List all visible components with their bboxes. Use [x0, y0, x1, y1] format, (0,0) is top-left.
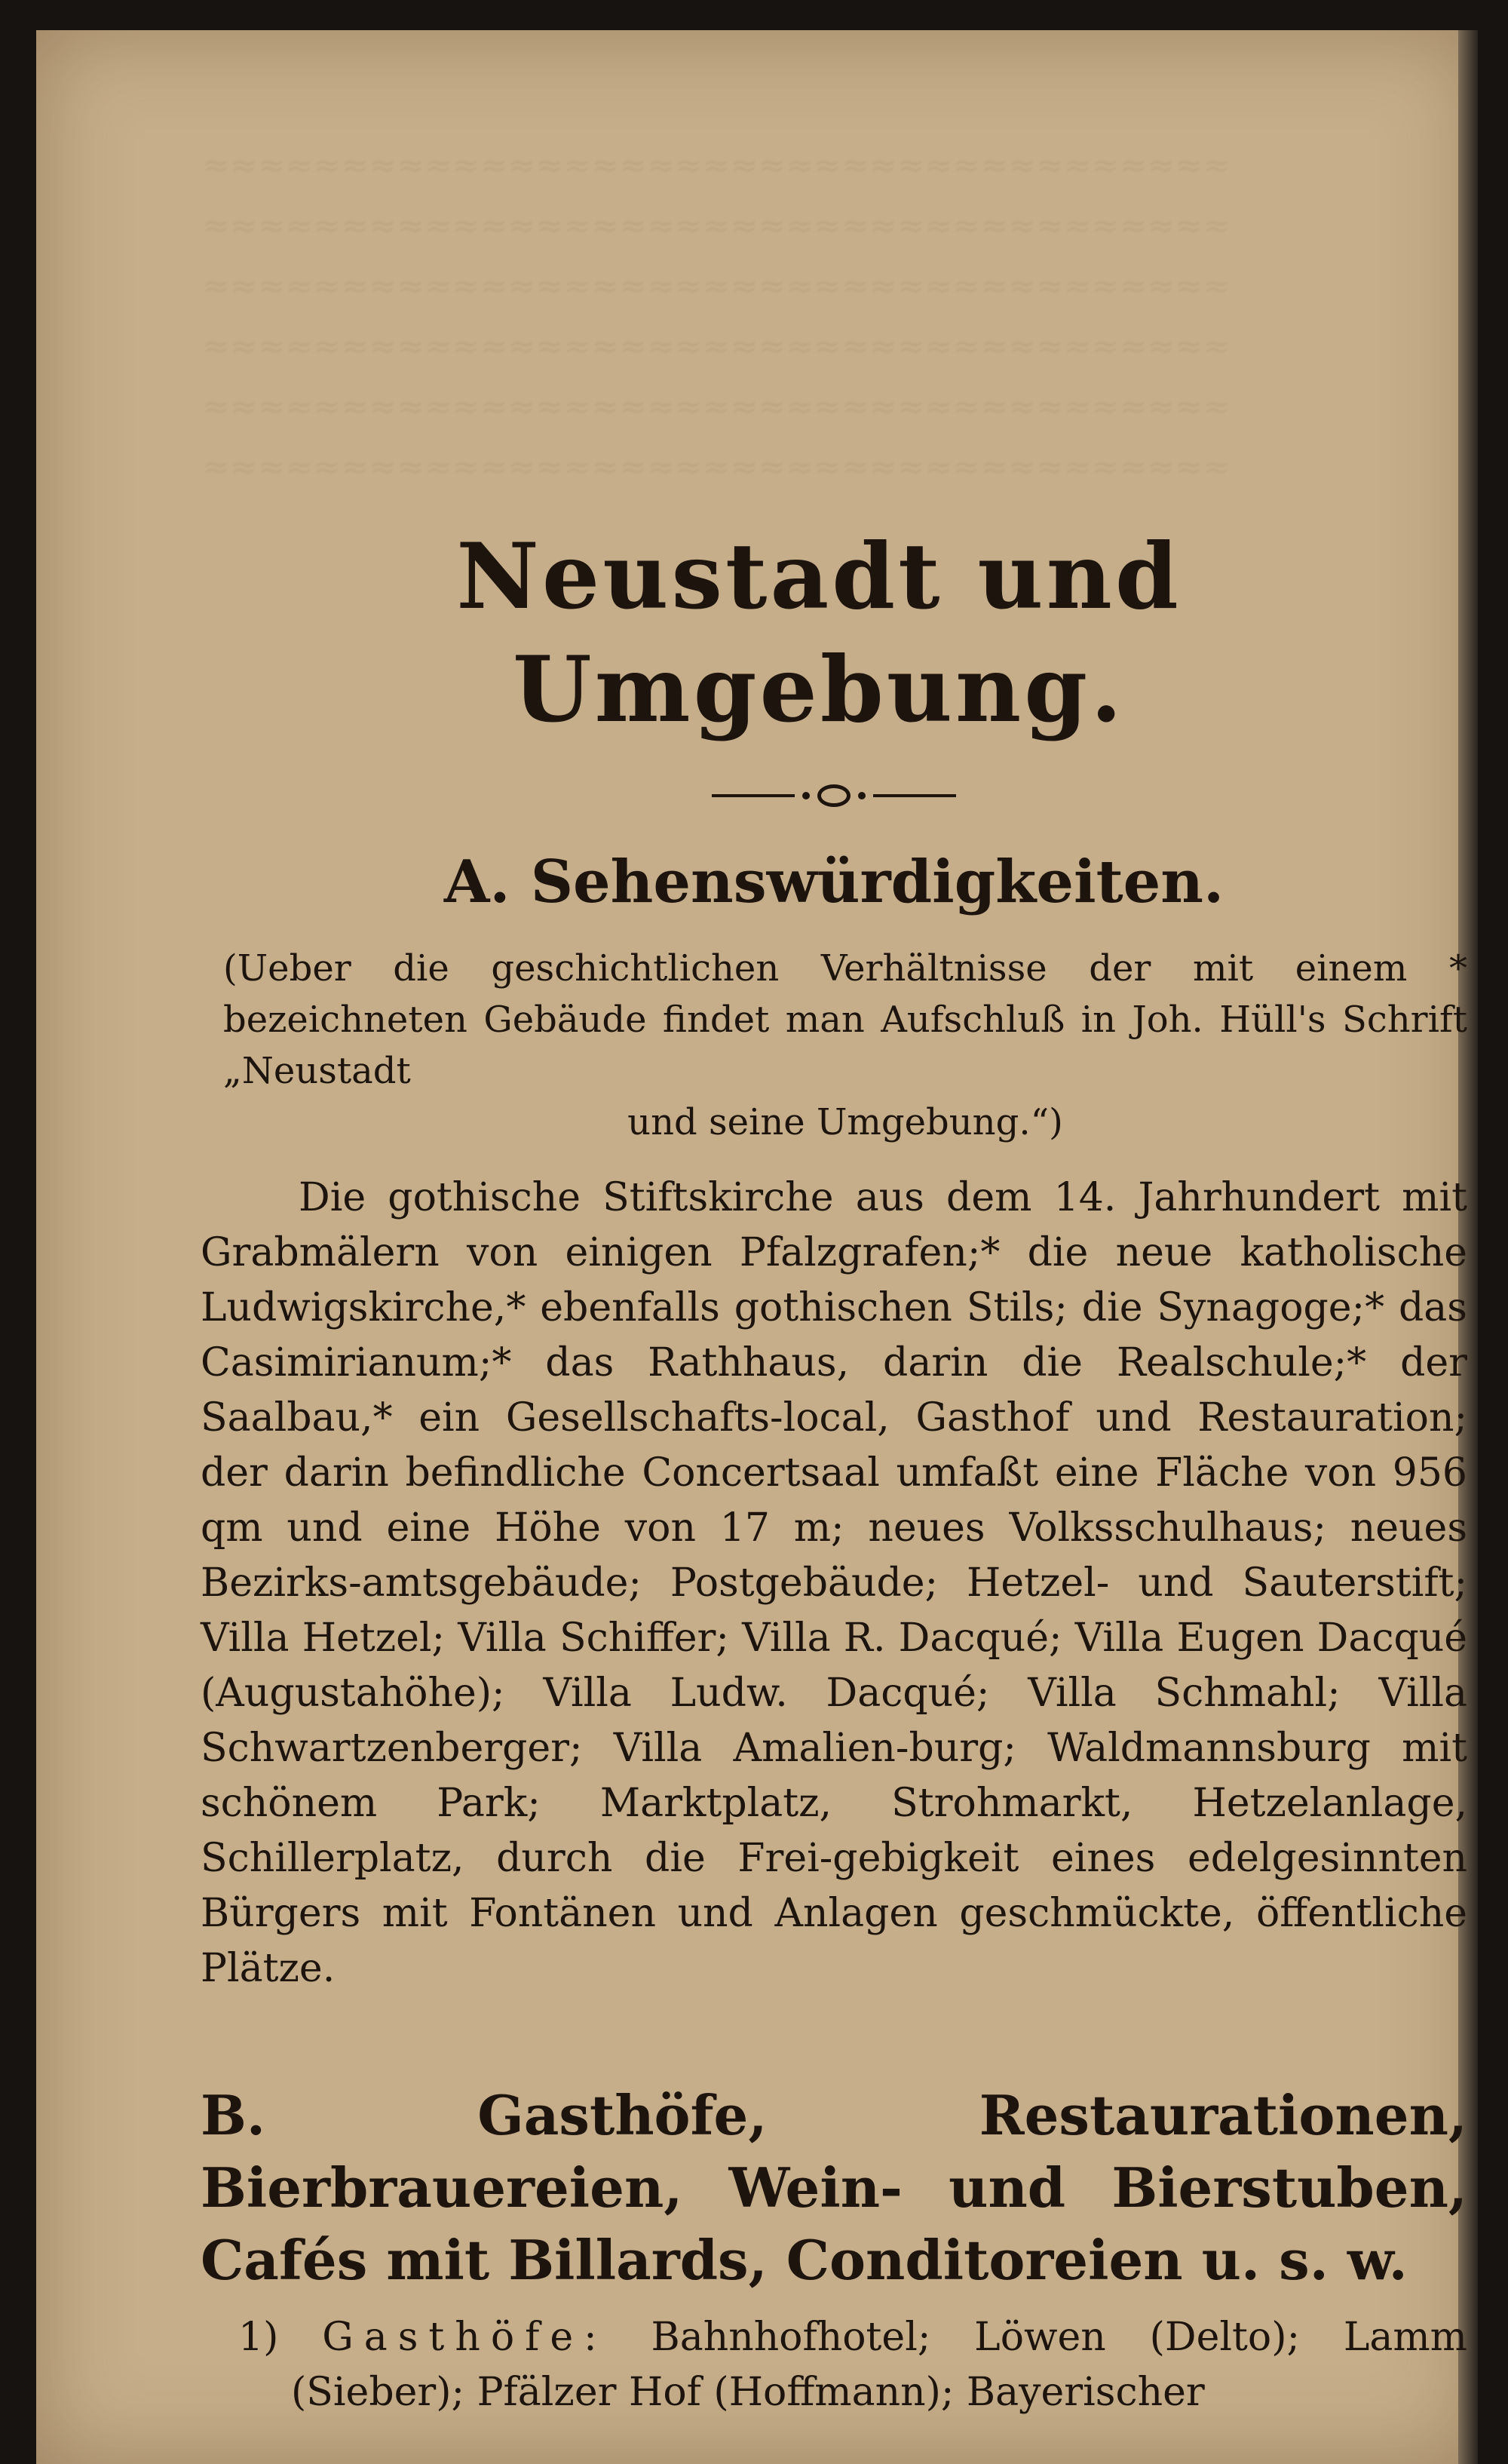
ornament-line-right: [873, 794, 956, 797]
list-item: [201, 2310, 1467, 2420]
bleed-through-text: ≈≈≈≈≈≈≈≈≈≈≈≈≈≈≈≈≈≈≈≈≈≈≈≈≈≈≈≈≈≈≈≈≈≈≈≈≈ ≈≈≈≈≈≈≈≈≈≈≈≈≈≈≈≈≈≈≈≈≈≈≈≈≈≈≈≈≈≈≈≈≈≈≈≈≈ ≈≈≈≈≈≈≈≈≈≈≈≈≈≈≈≈≈≈≈≈≈≈≈≈≈≈≈≈≈≈≈≈≈≈≈≈≈ ≈≈≈≈≈≈≈≈≈≈≈≈≈≈≈≈≈≈≈≈≈≈≈≈≈≈≈≈≈≈≈≈≈≈≈≈≈ ≈≈≈≈≈≈≈≈≈≈≈≈≈≈≈≈≈≈≈≈≈≈≈≈≈≈≈≈≈≈≈≈≈≈≈≈≈ ≈≈≈≈≈≈≈≈≈≈≈≈≈≈≈≈≈≈≈≈≈≈≈≈≈≈≈≈≈≈≈≈≈≈≈≈≈: [202, 146, 1231, 486]
page-title: Neustadt und Umgebung.: [456, 523, 1182, 743]
list-item-number: 1): [238, 2315, 279, 2360]
ornament-divider: [201, 784, 1467, 807]
section-a-paragraph: Die gothische Stiftskirche aus dem 14. Jahrhundert mit Grabmälern von einigen Pfalzgrafen;* die neue katholische Ludwigskirche,* ebenfalls gothischen Stils; die Synagoge;* das Casimirianum;* das Rathhaus, darin die Realschule;* der Saalbau,* ein Gesellschafts-local, Gasthof und Restauration; der darin befindliche Concertsaal umfaßt eine Fläche von 956 qm und eine Höhe von 17 m; neues Volksschulhaus; neues Bezirks-amtsgebäude; Postgebäude; Hetzel- und Sauterstift; Villa Hetzel; Villa Schiffer; Villa R. Dacqué; Villa Eugen Dacqué (Augustahöhe); Villa Ludw. Dacqué; Villa Schmahl; Villa Schwartzenberger; Villa Amalien-burg; Waldmannsburg mit schönem Park; Marktplatz, Strohmarkt, Hetzelanlage, Schillerplatz, durch die Frei-gebigkeit eines edelgesinnten Bürgers mit Fontänen und Anlagen geschmückte, öffentliche Plätze.: [201, 1175, 1467, 1991]
list-item-text: Bahnhofhotel; Löwen (Delto); Lamm (Sieber); Pfälzer Hof (Hoffmann); Bayerischer: [291, 2315, 1467, 2415]
ornament-dot-right: [858, 792, 866, 799]
section-a-note-end: und seine Umgebung.“): [627, 1101, 1063, 1143]
section-b-heading: B. Gasthöfe, Restaurationen, Bierbrauereien, Wein- und Bierstuben, Cafés mit Billards, Conditoreien u. s. w.: [201, 2083, 1467, 2292]
list-item-label: Gasthöfe:: [322, 2315, 608, 2360]
section-a-heading: A. Sehenswürdigkeiten.: [443, 848, 1224, 916]
ornament-line-left: [712, 794, 795, 797]
page-content: [201, 520, 1467, 2420]
book-page: [36, 30, 1478, 2464]
ornament-dot-left: [802, 792, 810, 799]
section-a-note: [201, 943, 1467, 1148]
section-a-note-text: (Ueber die geschichtlichen Verhältnisse der mit einem * bezeichneten Gebäude findet man Aufschluß in Joh. Hüll's Schrift „Neustadt: [223, 947, 1467, 1092]
ornament-center-icon: [817, 784, 851, 807]
